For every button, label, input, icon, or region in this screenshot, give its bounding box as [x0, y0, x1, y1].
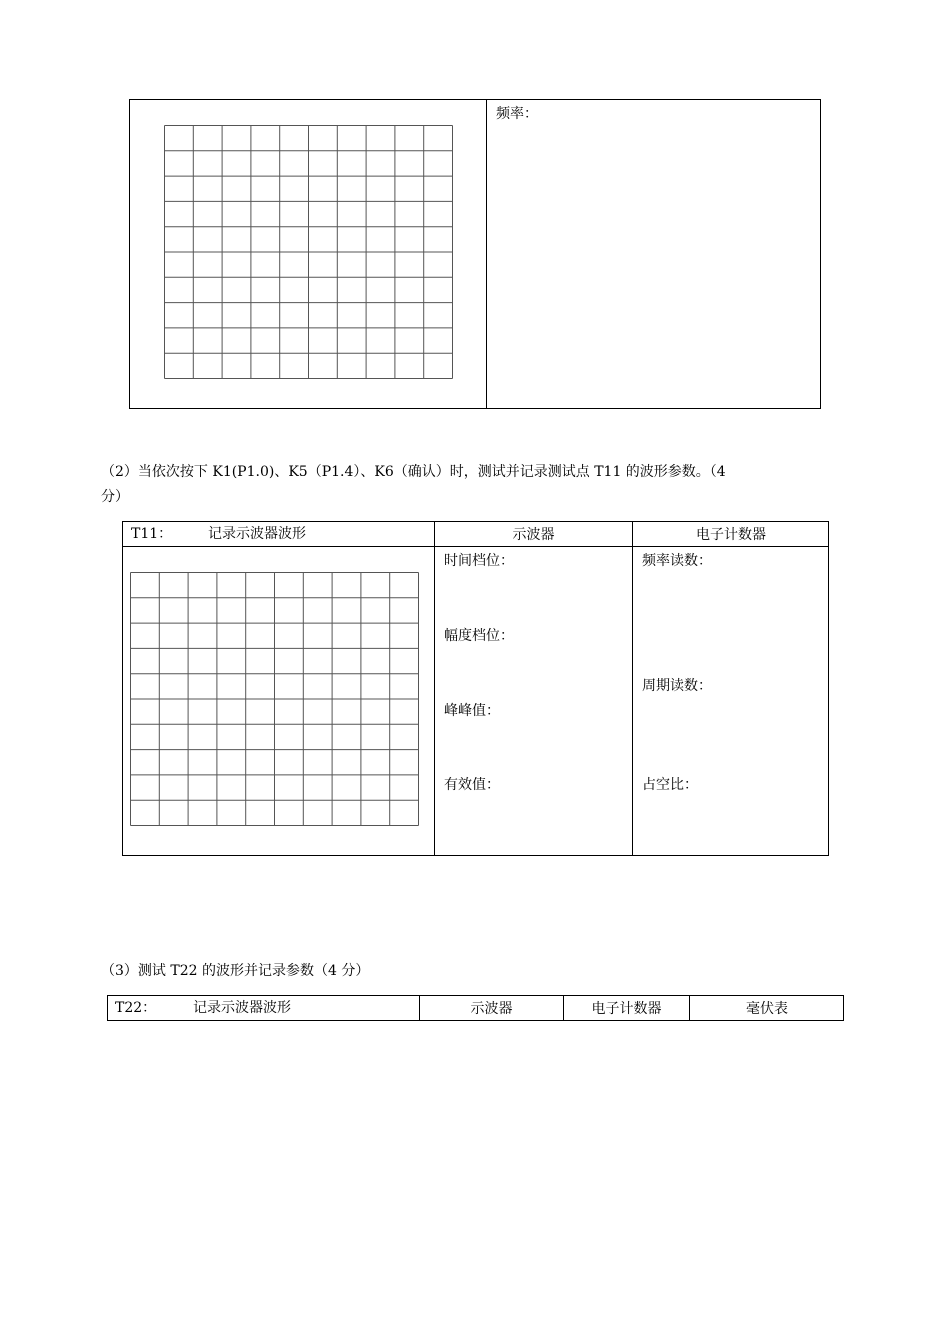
- period-reading-label: 周期读数：: [642, 678, 712, 694]
- grid-svg-2: [130, 572, 419, 826]
- duty-cycle-label: 占空比：: [642, 777, 698, 793]
- t11-counter-header: 电子计数器: [696, 527, 766, 543]
- frequency-reading-label: 频率读数：: [642, 553, 712, 569]
- grid-svg-1: [164, 125, 453, 379]
- rms-label: 有效值：: [444, 777, 500, 793]
- section2-heading-line2: 分）: [101, 489, 129, 505]
- section2-heading-line1: （2）当依次按下 K1(P1.0)、K5（P1.4）、K6（确认）时，测试并记录测试点 T11 的波形参数。（4: [101, 464, 726, 480]
- waveform-grid-1: [164, 125, 453, 379]
- t22-waveform-title: 记录示波器波形: [193, 1000, 291, 1016]
- t22-point-label: T22：: [115, 1000, 157, 1016]
- peak-to-peak-label: 峰峰值：: [444, 703, 500, 719]
- section1-divider: [486, 99, 487, 409]
- t22-counter-header: 电子计数器: [591, 1001, 662, 1017]
- section3-heading: （3）测试 T22 的波形并记录参数（4 分）: [101, 963, 370, 979]
- t11-header-rule: [122, 546, 829, 547]
- frequency-label: 频率：: [496, 106, 538, 122]
- t11-col-divider-1: [434, 521, 435, 856]
- t22-millivoltmeter-header: 毫伏表: [746, 1001, 788, 1017]
- waveform-grid-2: [130, 572, 419, 826]
- t11-point-label: T11：: [131, 526, 173, 542]
- t22-oscilloscope-header: 示波器: [470, 1001, 513, 1017]
- t11-col-divider-2: [632, 521, 633, 856]
- t11-oscilloscope-header: 示波器: [512, 527, 555, 543]
- amplitude-division-label: 幅度档位：: [444, 628, 514, 644]
- time-division-label: 时间档位：: [444, 553, 514, 569]
- t11-waveform-title: 记录示波器波形: [208, 526, 306, 542]
